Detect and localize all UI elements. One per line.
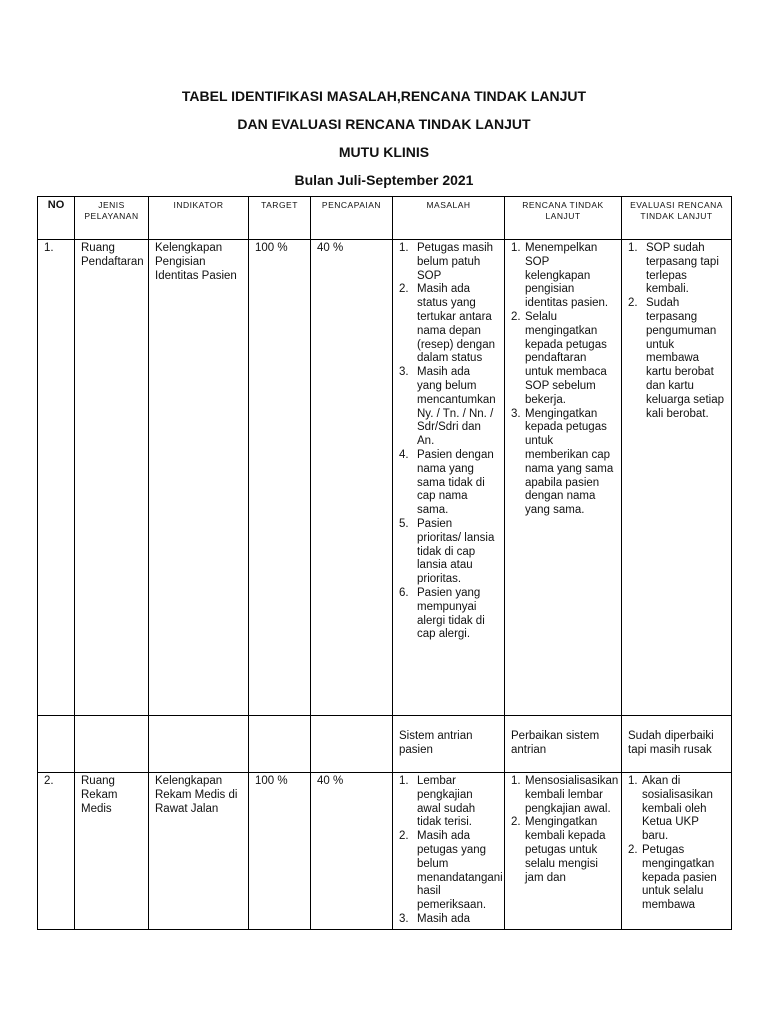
list-item: 2. Masih ada status yang tertukar antara nama depan (resep) dengan dalam status: [399, 283, 495, 365]
empty-cell: [149, 716, 249, 773]
list-item: 2. Sudah terpasang pengumuman untuk membawa kartu berobat dan kartu keluarga setiap kali berobat.: [628, 297, 724, 420]
document-title-line-2: DAN EVALUASI RENCANA TINDAK LANJUT: [237, 116, 531, 132]
list-item: 3. Mengingatkan kepada petugas untuk memberikan cap nama yang sama apabila pasien dengan nama yang sama.: [511, 407, 614, 517]
rencana-cell: Perbaikan sistem antrian: [505, 716, 622, 773]
header-rencana: RENCANA TINDAK LANJUT: [505, 197, 622, 240]
list-item: 1. Petugas masih belum patuh SOP: [399, 242, 494, 282]
masalah-cell: [393, 773, 505, 930]
evaluasi-cell: [622, 240, 732, 716]
jenis-pelayanan-cell: Ruang Rekam Medis: [75, 773, 149, 930]
list-item: 4. Pasien dengan nama yang sama tidak di cap nama sama.: [399, 448, 494, 517]
header-evaluasi: EVALUASI RENCANA TINDAK LANJUT: [622, 197, 732, 240]
document-period: Bulan Juli-September 2021: [294, 172, 474, 188]
list-item: 6. Pasien yang mempunyai alergi tidak di cap alergi.: [399, 586, 485, 641]
list-item: 1. Lembar pengkajian awal sudah tidak terisi.: [399, 775, 476, 829]
header-pencapaian: PENCAPAIAN: [311, 197, 393, 240]
header-jenis-pelayanan: JENIS PELAYANAN: [75, 197, 149, 240]
header-target: TARGET: [249, 197, 311, 240]
rencana-list: [511, 242, 615, 518]
header-masalah: MASALAH: [393, 197, 505, 240]
list-item: 2. Mengingatkan kembali kepada petugas untuk selalu mengisi jam dan: [511, 816, 606, 884]
table-header-row: [38, 197, 732, 240]
indikator-cell: Kelengkapan Pengisian Identitas Pasien: [149, 240, 249, 716]
empty-cell: [75, 716, 149, 773]
jenis-pelayanan-cell: Ruang Pendaftaran: [75, 240, 149, 716]
masalah-list: [399, 775, 503, 927]
row-number: 1.: [38, 240, 75, 716]
table-row: [38, 773, 732, 930]
masalah-list: [399, 242, 498, 642]
rencana-list: [511, 775, 619, 885]
masalah-cell: [393, 240, 505, 716]
pencapaian-cell: 40 %: [311, 773, 393, 930]
document-subtitle: MUTU KLINIS: [338, 144, 430, 160]
empty-cell: [311, 716, 393, 773]
document-title-line-1: TABEL IDENTIFIKASI MASALAH,RENCANA TINDAK LANJUT: [181, 88, 587, 104]
rencana-cell: [505, 240, 622, 716]
list-item: 3. Masih ada: [399, 912, 471, 925]
list-item: 1. Akan di sosialisasikan kembali oleh Ketua UKP baru.: [628, 775, 713, 843]
list-item: 2. Selalu mengingatkan kepada petugas pendaftaran untuk membaca SOP sebelum bekerja.: [511, 310, 607, 406]
list-item: 3. Masih ada yang belum mencantumkan Ny. / Tn. / Nn. / Sdr/Sdri dan An.: [399, 366, 496, 448]
evaluasi-cell: [622, 773, 732, 930]
empty-cell: [249, 716, 311, 773]
header-no: NO: [38, 197, 75, 240]
target-cell: 100 %: [249, 240, 311, 716]
identification-table: [37, 196, 732, 930]
list-item: 1. Menempelkan SOP kelengkapan pengisian identitas pasien.: [511, 242, 609, 310]
row-number: 2.: [38, 773, 75, 930]
list-item: 2. Petugas mengingatkan kepada pasien untuk selalu membawa: [628, 843, 717, 912]
empty-cell: [38, 716, 75, 773]
list-item: 1. SOP sudah terpasang tapi terlepas kembali.: [628, 242, 719, 296]
masalah-cell: Sistem antrian pasien: [393, 716, 505, 773]
table-row: [38, 716, 732, 773]
list-item: 5. Pasien prioritas/ lansia tidak di cap lansia atau prioritas.: [399, 517, 495, 586]
target-cell: 100 %: [249, 773, 311, 930]
list-item: 2. Masih ada petugas yang belum menandatangani hasil pemeriksaan.: [399, 830, 503, 912]
pencapaian-cell: 40 %: [311, 240, 393, 716]
list-item: 1. Mensosialisasikan kembali lembar pengkajian awal.: [511, 775, 619, 815]
rencana-cell: [505, 773, 622, 930]
header-indikator: INDIKATOR: [149, 197, 249, 240]
evaluasi-list: [628, 775, 725, 913]
table-row: [38, 240, 732, 716]
evaluasi-cell: Sudah diperbaiki tapi masih rusak: [622, 716, 732, 773]
evaluasi-list: [628, 242, 725, 421]
indikator-cell: Kelengkapan Rekam Medis di Rawat Jalan: [149, 773, 249, 930]
